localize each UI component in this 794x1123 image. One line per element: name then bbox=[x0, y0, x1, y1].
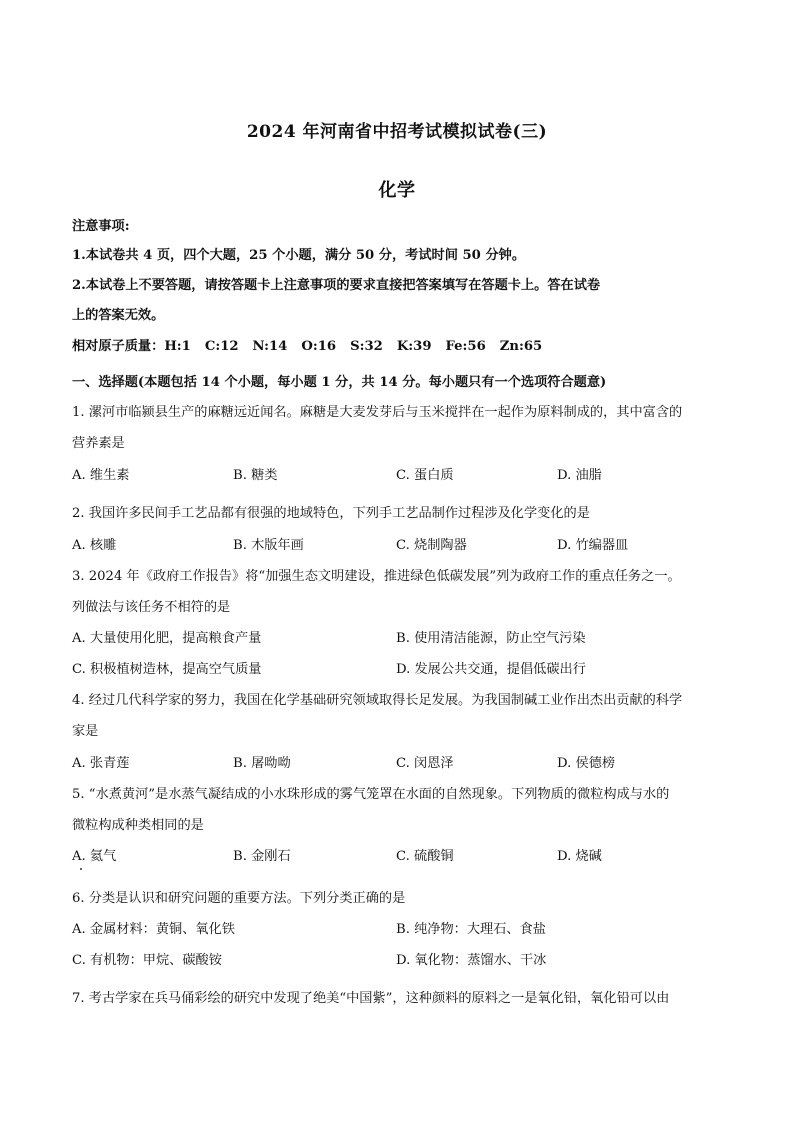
atomic-mass-value: S:32 bbox=[350, 339, 383, 354]
atomic-mass-value: H:1 bbox=[164, 339, 191, 354]
question-6-option-a: A. 金属材料：黄铜、氧化铁 bbox=[72, 922, 235, 937]
question-3-option-b: B. 使用清洁能源，防止空气污染 bbox=[396, 631, 586, 646]
question-4-stem-cont: 家是 bbox=[72, 724, 99, 739]
atomic-mass-value: C:12 bbox=[204, 339, 239, 354]
question-1-option-c: C. 蛋白质 bbox=[396, 468, 454, 483]
atomic-mass-label: 相对原子质量： bbox=[72, 339, 165, 354]
question-4-option-a: A. 张青莲 bbox=[72, 756, 130, 771]
question-5-option-a: A. 氦气 bbox=[72, 849, 117, 864]
question-5-option-b: B. 金刚石 bbox=[233, 849, 291, 864]
atomic-mass-value: Zn:65 bbox=[499, 339, 543, 354]
atomic-mass-value: Fe:56 bbox=[445, 339, 486, 354]
question-2-option-a: A. 核雕 bbox=[72, 538, 117, 553]
question-3-option-a: A. 大量使用化肥，提高粮食产量 bbox=[72, 631, 262, 646]
question-3-option-c: C. 积极植树造林，提高空气质量 bbox=[72, 662, 262, 677]
question-3-option-d: D. 发展公共交通，提倡低碳出行 bbox=[396, 662, 586, 677]
question-6-option-c: C. 有机物：甲烷、碳酸铵 bbox=[72, 953, 222, 968]
question-1-stem: 1. 漯河市临颍县生产的麻糖远近闻名。麻糖是大麦发芽后与玉米搅拌在一起作为原料制成的，其中富含的 bbox=[72, 405, 683, 420]
subject-title: 化学 bbox=[378, 180, 416, 201]
question-4-option-d: D. 侯德榜 bbox=[557, 756, 616, 771]
atomic-mass-value: K:39 bbox=[396, 339, 432, 354]
question-4-option-c: C. 闵恩泽 bbox=[396, 756, 454, 771]
question-1-option-b: B. 糖类 bbox=[233, 468, 278, 483]
question-3-stem: 3. 2024 年《政府工作报告》将“加强生态文明建设，推进绿色低碳发展”列为政府工作的重点任务之一。 bbox=[72, 569, 681, 584]
question-6-stem: 6. 分类是认识和研究问题的重要方法。下列分类正确的是 bbox=[72, 891, 406, 906]
question-5-stem: 5. “水煮黄河”是水蒸气凝结成的小水珠形成的雾气笼罩在水面的自然现象。下列物质的微粒构成与水的 bbox=[72, 787, 670, 802]
exam-title: 2024 年河南省中招考试模拟试卷(三) bbox=[246, 122, 548, 142]
question-1-option-d: D. 油脂 bbox=[557, 468, 602, 483]
notice-item-1: 1.本试卷共 4 页，四个大题，25 个小题，满分 50 分，考试时间 50 分钟。 bbox=[72, 248, 526, 263]
notice-item-2-line-1: 2.本试卷上不要答题，请按答题卡上注意事项的要求直接把答案填写在答题卡上。答在试卷 bbox=[72, 278, 601, 293]
question-7-stem: 7. 考古学家在兵马俑彩绘的研究中发现了绝美“中国紫”，这种颜料的原料之一是氧化铅，氧化铅可以由 bbox=[72, 991, 670, 1006]
question-5-option-c: C. 硫酸铜 bbox=[396, 849, 454, 864]
question-2-option-d: D. 竹编器皿 bbox=[557, 538, 629, 553]
atomic-mass-value: O:16 bbox=[301, 339, 337, 354]
question-2-stem: 2. 我国许多民间手工艺品都有很强的地域特色，下列手工艺品制作过程涉及化学变化的是 bbox=[72, 506, 590, 521]
atomic-mass-value: N:14 bbox=[252, 339, 288, 354]
section-heading: 一、选择题(本题包括 14 个小题，每小题 1 分，共 14 分。每小题只有一个选项符合题意) bbox=[72, 375, 607, 390]
question-1-stem-cont: 营养素是 bbox=[72, 436, 125, 451]
question-2-option-c: C. 烧制陶器 bbox=[396, 538, 467, 553]
question-6-option-d: D. 氧化物：蒸馏水、干冰 bbox=[396, 953, 547, 968]
question-1-option-a: A. 维生素 bbox=[72, 468, 130, 483]
atomic-mass-line bbox=[72, 338, 724, 356]
question-5-stem-cont: 微粒构成种类相同的是 bbox=[72, 818, 204, 833]
question-4-stem: 4. 经过几代科学家的努力，我国在化学基础研究领域取得长足发展。为我国制碱工业作出杰出贡献的科学 bbox=[72, 693, 683, 708]
question-6-option-b: B. 纯净物：大理石、食盐 bbox=[396, 922, 546, 937]
notice-heading: 注意事项: bbox=[72, 219, 130, 234]
question-2-option-b: B. 木版年画 bbox=[233, 538, 304, 553]
stray-dot bbox=[80, 868, 82, 870]
notice-item-2-line-2: 上的答案无效。 bbox=[72, 308, 165, 323]
question-4-option-b: B. 屠呦呦 bbox=[233, 756, 291, 771]
question-5-option-d: D. 烧碱 bbox=[557, 849, 602, 864]
question-3-stem-cont: 列做法与该任务不相符的是 bbox=[72, 600, 231, 615]
